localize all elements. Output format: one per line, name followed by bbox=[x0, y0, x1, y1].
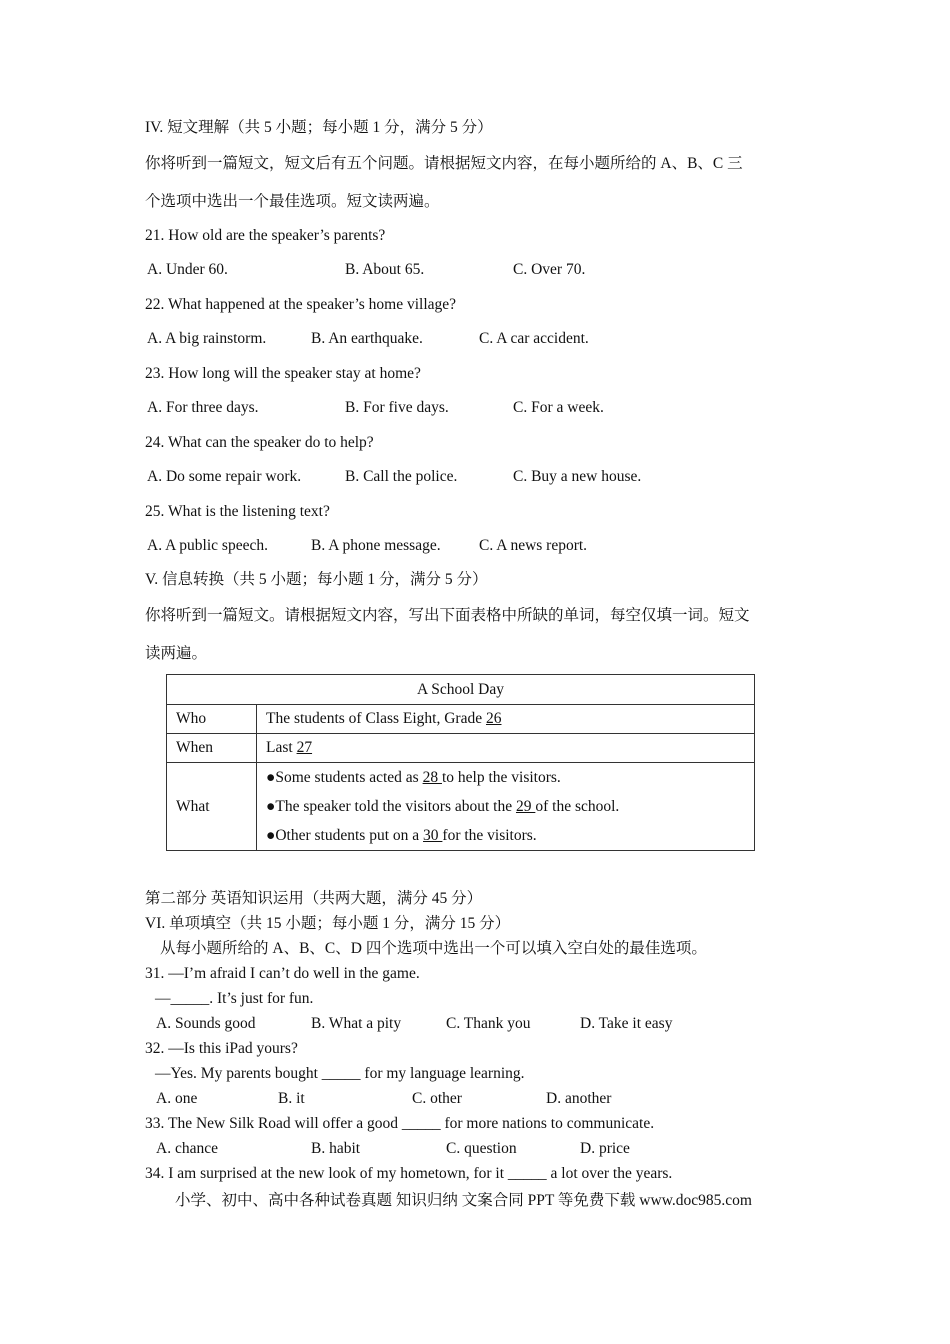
what-label: What bbox=[167, 763, 257, 851]
section-4-instruction-line1: 你将听到一篇短文，短文后有五个问题。请根据短文内容，在每小题所给的 A、B、C 三 bbox=[145, 155, 743, 172]
question-31-option-d: D. Take it easy bbox=[580, 1015, 673, 1032]
question-34-line1: 34. I am surprised at the new look of my hometown, for it _____ a lot over the years. bbox=[145, 1165, 673, 1182]
who-cell bbox=[257, 705, 755, 734]
question-24-option-c: C. Buy a new house. bbox=[513, 468, 642, 485]
section-6-instruction: 从每小题所给的 A、B、C、D 四个选项中选出一个可以填入空白处的最佳选项。 bbox=[160, 940, 707, 957]
blank-26: 26 bbox=[485, 710, 502, 727]
question-23-option-c: C. For a week. bbox=[513, 399, 604, 416]
what-bullet-3 bbox=[266, 821, 754, 850]
blank-27: 27 bbox=[296, 739, 313, 756]
question-22: 22. What happened at the speaker’s home village? bbox=[145, 296, 457, 313]
question-31-line1: 31. —I’m afraid I can’t do well in the game. bbox=[145, 965, 420, 982]
bullet-1-text: ●Some students acted as bbox=[266, 769, 423, 786]
when-text: Last bbox=[266, 739, 297, 756]
when-label: When bbox=[167, 734, 257, 763]
what-cell bbox=[257, 763, 755, 851]
bullet-3-tail: for the visitors. bbox=[442, 827, 537, 844]
who-label: Who bbox=[167, 705, 257, 734]
question-31-option-c: C. Thank you bbox=[446, 1015, 531, 1032]
bullet-1-tail: to help the visitors. bbox=[441, 769, 561, 786]
section-4-instruction-line2: 个选项中选出一个最佳选项。短文读两遍。 bbox=[145, 193, 440, 210]
question-33-option-c: C. question bbox=[446, 1140, 517, 1157]
question-31-line2: —_____. It’s just for fun. bbox=[155, 990, 314, 1007]
what-bullet-1 bbox=[266, 763, 754, 792]
question-25-option-b: B. A phone message. bbox=[311, 537, 441, 554]
question-33-option-d: D. price bbox=[580, 1140, 630, 1157]
bullet-3-text: ●Other students put on a bbox=[266, 827, 424, 844]
blank-29: 29 bbox=[515, 798, 536, 815]
section-5-instruction-line1: 你将听到一篇短文。请根据短文内容，写出下面表格中所缺的单词，每空仅填一词。短文 bbox=[145, 607, 750, 624]
question-33-option-a: A. chance bbox=[156, 1140, 218, 1157]
question-21-option-c: C. Over 70. bbox=[513, 261, 586, 278]
blank-30: 30 bbox=[423, 827, 443, 844]
section-4-heading: IV. 短文理解（共 5 小题；每小题 1 分，满分 5 分） bbox=[145, 119, 493, 136]
question-32-option-a: A. one bbox=[156, 1090, 198, 1107]
question-32-option-c: C. other bbox=[412, 1090, 462, 1107]
bullet-2-tail: of the school. bbox=[535, 798, 620, 815]
question-24: 24. What can the speaker do to help? bbox=[145, 434, 374, 451]
question-23-option-b: B. For five days. bbox=[345, 399, 449, 416]
who-text: The students of Class Eight, Grade bbox=[266, 710, 486, 727]
question-31-option-b: B. What a pity bbox=[311, 1015, 402, 1032]
table-title: A School Day bbox=[167, 675, 755, 705]
question-32-option-b: B. it bbox=[278, 1090, 305, 1107]
question-23: 23. How long will the speaker stay at home? bbox=[145, 365, 421, 382]
what-bullet-2 bbox=[266, 792, 754, 821]
question-33-line1: 33. The New Silk Road will offer a good _____ for more nations to communicate. bbox=[145, 1115, 655, 1132]
question-25-option-a: A. A public speech. bbox=[147, 537, 268, 554]
question-21-option-b: B. About 65. bbox=[345, 261, 425, 278]
question-25-option-c: C. A news report. bbox=[479, 537, 588, 554]
blank-28: 28 bbox=[422, 769, 442, 786]
question-24-option-a: A. Do some repair work. bbox=[147, 468, 302, 485]
section-6-heading: VI. 单项填空（共 15 小题；每小题 1 分，满分 15 分） bbox=[145, 915, 511, 932]
when-cell bbox=[257, 734, 755, 763]
question-32-line1: 32. —Is this iPad yours? bbox=[145, 1040, 298, 1057]
question-22-option-b: B. An earthquake. bbox=[311, 330, 423, 347]
bullet-2-text: ●The speaker told the visitors about the bbox=[266, 798, 516, 815]
page-footer: 小学、初中、高中各种试卷真题 知识归纳 文案合同 PPT 等免费下载 www.doc985.com bbox=[175, 1192, 752, 1209]
question-23-option-a: A. For three days. bbox=[147, 399, 259, 416]
question-32-option-d: D. another bbox=[546, 1090, 612, 1107]
section-5-instruction-line2: 读两遍。 bbox=[145, 645, 208, 662]
question-21-option-a: A. Under 60. bbox=[147, 261, 228, 278]
section-5-heading: V. 信息转换（共 5 小题；每小题 1 分，满分 5 分） bbox=[145, 571, 488, 588]
question-25: 25. What is the listening text? bbox=[145, 503, 330, 520]
question-33-option-b: B. habit bbox=[311, 1140, 361, 1157]
question-22-option-a: A. A big rainstorm. bbox=[147, 330, 267, 347]
question-21: 21. How old are the speaker’s parents? bbox=[145, 227, 386, 244]
question-22-option-c: C. A car accident. bbox=[479, 330, 589, 347]
question-24-option-b: B. Call the police. bbox=[345, 468, 458, 485]
part-2-heading: 第二部分 英语知识运用（共两大题，满分 45 分） bbox=[145, 890, 483, 907]
question-31-option-a: A. Sounds good bbox=[156, 1015, 256, 1032]
info-table bbox=[166, 674, 755, 851]
question-32-line2: —Yes. My parents bought _____ for my language learning. bbox=[155, 1065, 525, 1082]
